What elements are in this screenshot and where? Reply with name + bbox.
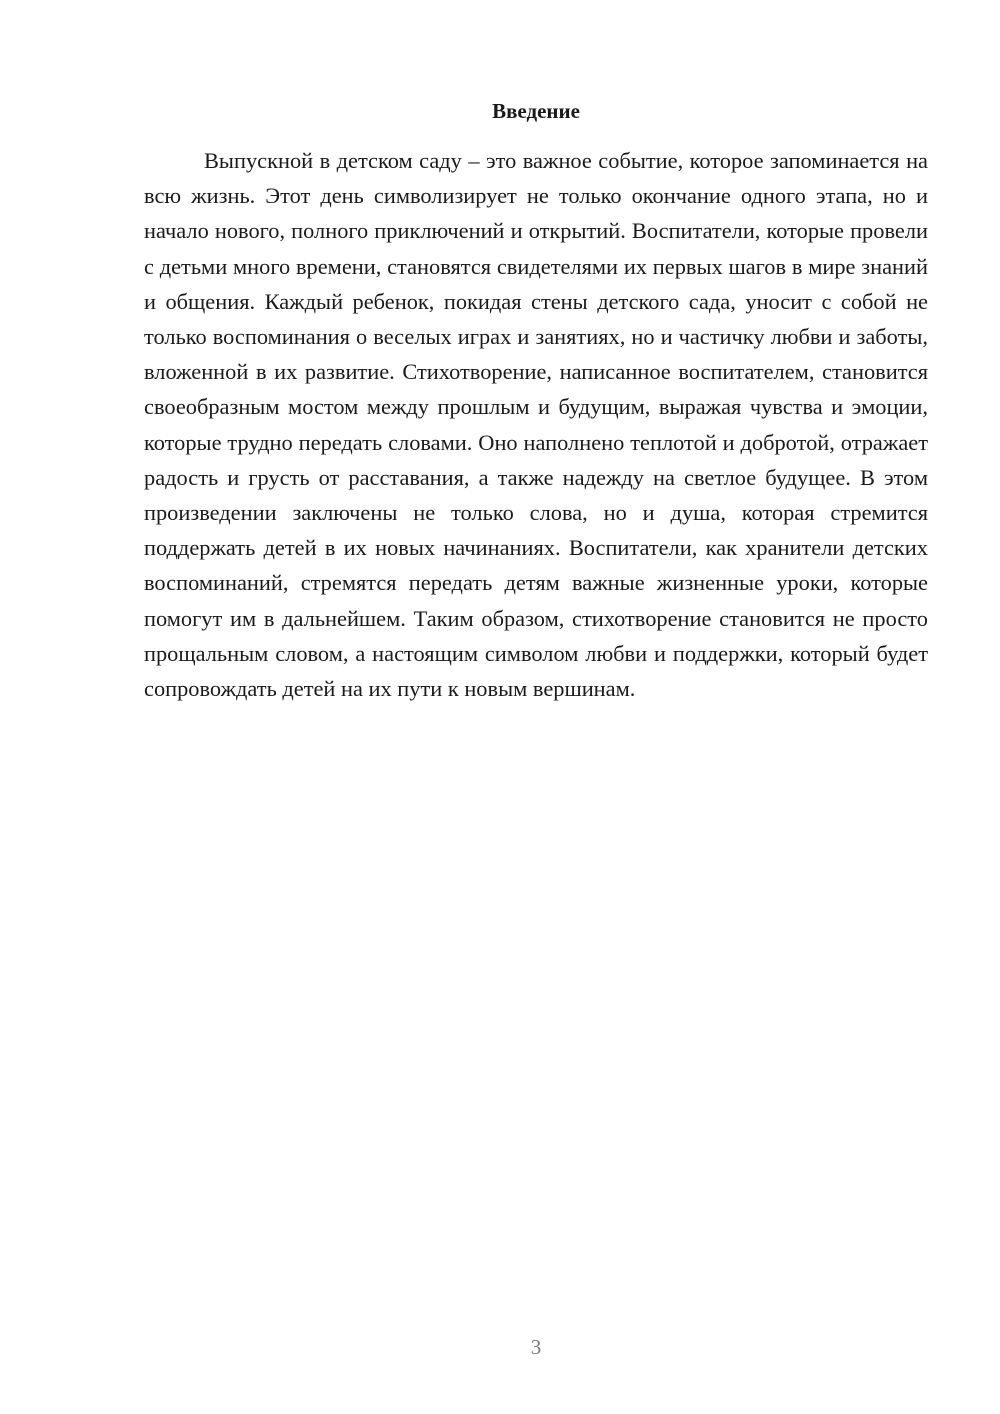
page-number: 3 (530, 1335, 542, 1359)
body-paragraph: Выпускной в детском саду – это важное событие, которое запоминается на всю жизнь. Этот день символизирует не только окончание одного этапа, но и начало нового, полного приключений и открытий. Воспитатели, которые провели с детьми много времени, становятся свидетелями их первых шагов в мире знаний и общения. Каждый ребенок, покидая стены детского сада, уносит с собой не только воспоминания о веселых играх и занятиях, но и частичку любви и заботы, вложенной в их развитие. Стихотворение, написанное воспитателем, становится своеобразным мостом между прошлым и будущим, выражая чувства и эмоции, которые трудно передать словами. Оно наполнено теплотой и добротой, отражает радость и грусть от расставания, а также надежду на светлое будущее. В этом произведении заключены не только слова, но и душа, которая стремится поддержать детей в их новых начинаниях. Воспитатели, как хранители детских воспоминаний, стремятся передать детям важные жизненные уроки, которые помогут им в дальнейшем. Таким образом, стихотворение становится не просто прощальным словом, а настоящим символом любви и поддержки, который будет сопровождать детей на их пути к новым вершинам. (144, 148, 928, 702)
body-content (144, 143, 928, 706)
section-heading: Введение (492, 99, 580, 123)
